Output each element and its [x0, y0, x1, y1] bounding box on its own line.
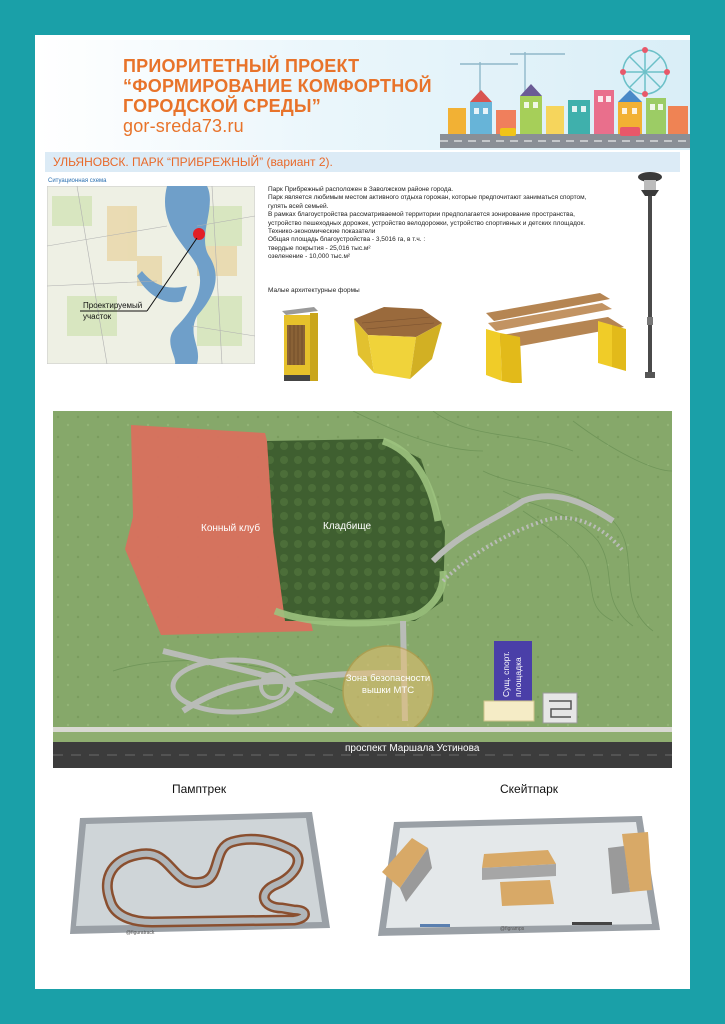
header-banner — [35, 40, 690, 150]
desc-line-7: Общая площадь благоустройства - 3,5016 га, в т.ч. : — [268, 236, 426, 244]
site-url[interactable]: gor-sreda73.ru — [123, 116, 244, 136]
project-site-marker — [193, 228, 205, 240]
sport-label-1: Сущ. спорт. — [501, 651, 511, 697]
desc-line-3: гулять всей семьей. — [268, 202, 329, 210]
project-description — [268, 186, 638, 262]
bench-hexagon-image — [344, 305, 444, 385]
pumptrack-brand: @figuratrack — [126, 930, 155, 936]
poster-sheet — [35, 35, 690, 989]
wooden-bench-image — [480, 293, 630, 383]
sport-label-2: площадка — [513, 657, 523, 697]
city-illustration — [440, 42, 690, 148]
project-title — [123, 56, 453, 136]
skatepark-caption: Скейтпарк — [500, 782, 559, 796]
safety-zone-label-1: Зона безопасности — [345, 673, 431, 684]
site-plan — [53, 411, 672, 768]
pumptrack-image — [62, 798, 334, 948]
desc-line-8: твердые покрытия - 25,016 тыс.м² — [268, 244, 371, 252]
avenue-label: проспект Маршала Устинова — [345, 743, 480, 754]
horse-club-label: Конный клуб — [201, 523, 261, 534]
skatepark-brand: @figramps — [500, 926, 525, 932]
cemetery-label: Кладбище — [323, 521, 372, 532]
project-subtitle: УЛЬЯНОВСК. ПАРК “ПРИБРЕЖНЫЙ” (вариант 2). — [45, 152, 680, 172]
desc-line-2: Парк является любимым местом активного отдыха горожан, которые предпочитают заниматься спортом, — [268, 194, 587, 202]
title-line-2: “ФОРМИРОВАНИЕ КОМФОРТНОЙ — [123, 76, 432, 96]
desc-line-4: В рамках благоустройства рассматриваемой территории предполагается зонирование пространства, — [268, 211, 575, 219]
ferris-wheel-icon — [623, 50, 667, 94]
site-marker-label-1: Проектируемый — [83, 301, 143, 310]
site-marker-label-2: участок — [83, 312, 112, 321]
title-line-1: ПРИОРИТЕТНЫЙ ПРОЕКТ — [123, 56, 360, 76]
trash-bin-image — [278, 305, 320, 385]
skatepark-image — [372, 798, 664, 948]
pumptrack-caption: Памптрек — [172, 782, 227, 796]
situation-label: Ситуационная схема — [48, 178, 107, 184]
title-line-3: ГОРОДСКОЙ СРЕДЫ” — [123, 96, 321, 116]
safety-zone-label-2: вышки МТС — [361, 685, 415, 696]
small-forms-label: Малые архитектурные формы — [268, 287, 360, 294]
desc-line-1: Парк Прибрежный расположен в Заволжском районе города. — [268, 186, 454, 193]
desc-line-9: озеленение - 10,000 тыс.м² — [268, 253, 351, 261]
street-lamp-image — [635, 167, 665, 382]
situation-map — [47, 186, 255, 364]
desc-line-6: Технико-экономические показатели — [268, 228, 376, 236]
desc-line-5: устройство пешеходных дорожек, устройство велодорожки, устройство спортивных и детских площадок. — [268, 219, 586, 227]
